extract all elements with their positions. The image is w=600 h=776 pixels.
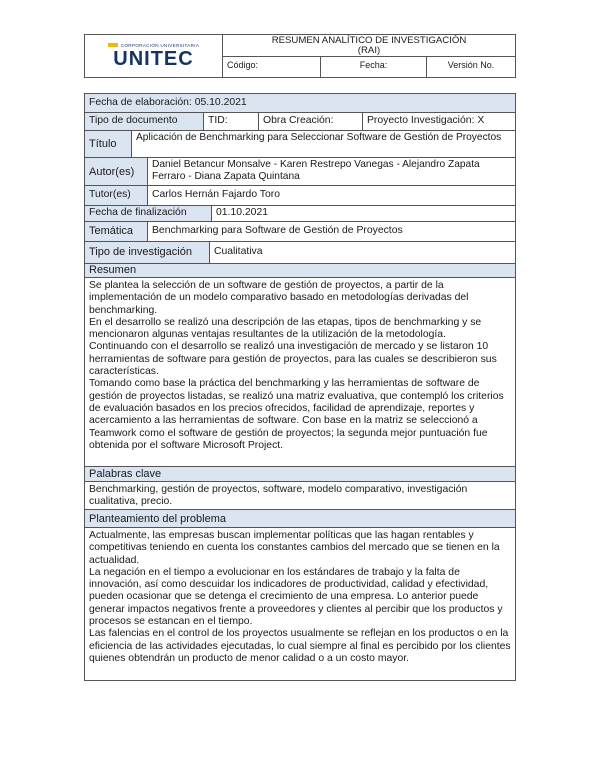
palabras-clave-value: Benchmarking, gestión de proyectos, software, modelo comparativo, investigación cualitativa, precio. (89, 484, 468, 508)
tematica-value: Benchmarking para Software de Gestión de Proyectos (147, 222, 515, 241)
planteamiento-text (85, 528, 515, 680)
fecha-finalizacion-value: 01.10.2021 (211, 206, 515, 221)
resumen-paragraph: Continuando con el desarrollo se realizó una investigación de mercado y se listaron 10 herramientas de software para gestión de proyectos, para las cuales se describieron sus características. (89, 341, 497, 378)
document-title-line2: (RAI) (357, 44, 381, 56)
resumen-text (85, 278, 515, 466)
tipo-investigacion-label: Tipo de investigación (85, 242, 209, 263)
row-planteamiento-body (85, 528, 515, 680)
logo-subtitle: CORPORACIÓN UNIVERSITARIA (120, 42, 200, 48)
rai-table (84, 93, 516, 681)
document-header (84, 34, 516, 78)
resumen-paragraph: Tomando como base la práctica del benchmarking y las herramientas de software de gestión de proyectos listadas, se realizó una matriz evaluativa, que contempló los criterios de evaluación basados en los precios ofrecidos, facilidad de aprendizaje, reportes y acercamiento a las herramientas de software. Con base en la matriz se seleccionó a Teamwork como el software de gestión de proyectos; la segunda mejor puntuación fue obtenida por el software Microsoft Project. (89, 378, 504, 451)
planteamiento-label: Planteamiento del problema (89, 513, 226, 525)
tutor-value: Carlos Hernán Fajardo Toro (147, 186, 515, 205)
resumen-paragraph: Se plantea la selección de un software de gestión de proyectos, a partir de la implementación de un modelo comparativo basado en metodologías derivadas del benchmarking. (89, 280, 469, 316)
row-palabras-header (85, 467, 515, 482)
autor-label: Autor(es) (85, 158, 147, 185)
fecha-finalizacion-label: Fecha de finalización (85, 206, 211, 221)
row-titulo (85, 131, 515, 158)
institution-logo (85, 35, 223, 77)
row-fecha-elaboracion (85, 94, 515, 113)
logo-wordmark: UNITEC (113, 47, 194, 70)
fecha-field: Fecha: (321, 57, 427, 77)
row-resumen-body (85, 278, 515, 467)
resumen-label: Resumen (89, 264, 137, 276)
version-field: Versión No. (447, 60, 495, 70)
resumen-paragraph: En el desarrollo se realizó una descripción de las etapas, tipos de benchmarking y se mencionaron algunas ventajas resultantes de la utilización de la metodología. (89, 316, 482, 341)
row-resumen-header (85, 264, 515, 278)
row-tipo-documento (85, 113, 515, 131)
tipo-investigacion-value: Cualitativa (209, 242, 515, 263)
palabras-clave-label: Palabras clave (89, 468, 162, 480)
tipo-documento-label: Tipo de documento (85, 113, 203, 130)
codigo-field: Código: (223, 57, 321, 77)
row-autor (85, 158, 515, 186)
tematica-label: Temática (85, 222, 147, 241)
header-info (223, 35, 515, 77)
tid-label: TID: (203, 113, 258, 130)
row-tipo-investigacion (85, 242, 515, 264)
autor-value: Daniel Betancur Monsalve - Karen Restrepo Vanegas - Alejandro Zapata Ferraro - Diana Zapata Quintana (147, 158, 515, 185)
row-planteamiento-header (85, 510, 515, 528)
row-fecha-finalizacion (85, 206, 515, 222)
planteamiento-paragraph: Actualmente, las empresas buscan implementar políticas que las hagan rentables y competitivas teniendo en cuenta los constantes cambios del mercado que se tienen en la actualidad. (89, 530, 500, 566)
document-title-line1: RESUMEN ANALÍTICO DE INVESTIGACIÓN (271, 35, 467, 46)
row-tematica (85, 222, 515, 242)
logo-accent-bar (108, 43, 118, 47)
proyecto-investigacion-label: Proyecto Investigación: X (362, 113, 515, 130)
titulo-value: Aplicación de Benchmarking para Seleccionar Software de Gestión de Proyectos (131, 131, 515, 157)
obra-creacion-label: Obra Creación: (258, 113, 362, 130)
planteamiento-paragraph: Las falencias en el control de los proyectos usualmente se reflejan en los productos o en la eficiencia de las actividades ejecutadas, lo cual siempre al final es percibido por los clientes quienes obtendrán un producto de menor calidad o a un costo mayor. (89, 628, 511, 664)
fecha-elaboracion: Fecha de elaboración: 05.10.2021 (89, 97, 247, 108)
tutor-label: Tutor(es) (85, 186, 147, 205)
row-palabras-body (85, 482, 515, 510)
document-title (223, 35, 515, 57)
titulo-label: Título (85, 131, 131, 157)
planteamiento-paragraph: La negación en el tiempo a evolucionar en los estándares de trabajo y la falta de innovación, así como descuidar los indicadores de productividad, calidad y efectividad, pueden ocasionar que se detenga el crecimiento de una empresa. Lo anterior puede generar impactos negativos frente a proveedores y clientes al percibir que los productos y procesos se estancan en el tiempo. (89, 566, 503, 628)
row-tutor (85, 186, 515, 206)
header-fields (223, 57, 515, 77)
